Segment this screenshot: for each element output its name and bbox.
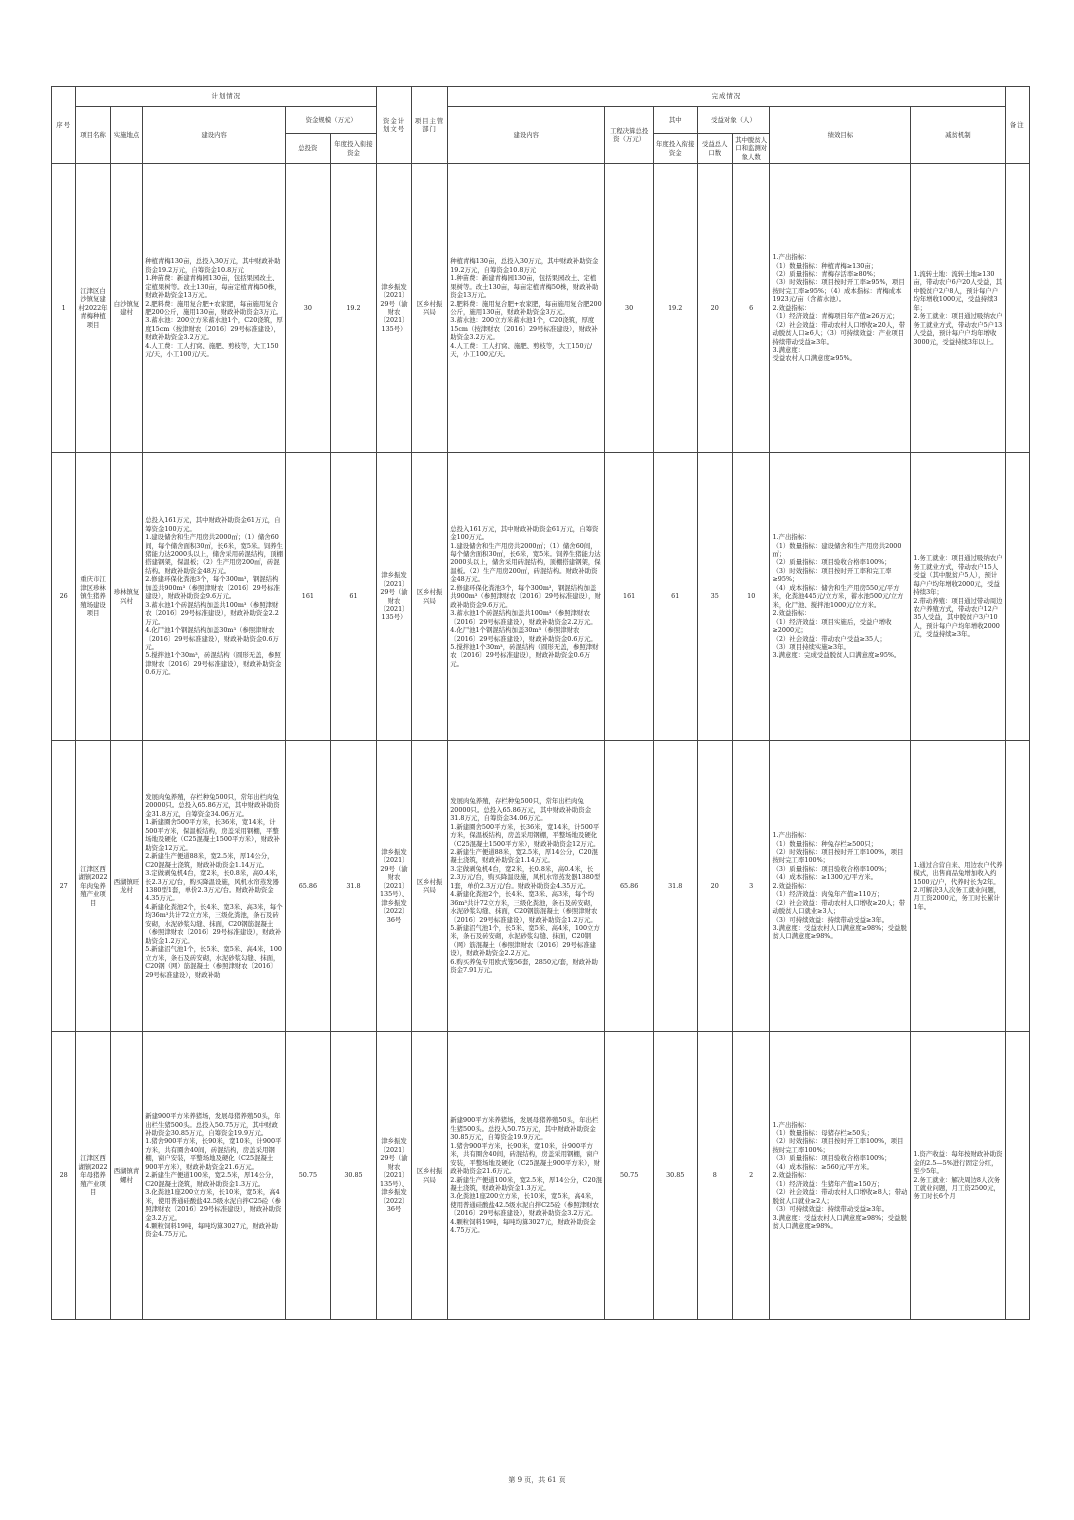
header-remark: 备注 [1005,87,1029,164]
header-goal: 绩效目标 [770,107,911,164]
header-beneficiaries: 受益对象（人） [697,107,770,134]
row-total-invest: 65.86 [286,741,331,1032]
row-annual-fund: 19.2 [330,164,377,453]
row-seq: 28 [52,1032,76,1320]
row-content: 种植青梅130亩，总投入30万元，其中财政补助资金19.2万元，自筹资金10.8万元 1.种苗费：新建青梅园130亩，包括果园改土、定植果树等。改土130亩，每亩定植青梅50株，财政补助资金13万元。 2.肥料费：施用复合肥+农家肥，每亩施用复合肥200公斤，施用130亩，财政补助资金3万元。 3.蓄水池：200立方米蓄水池1个，C20浇筑，厚度15cm（按津财农〔2016〕29号标准建设），财政补助资金3.2万元。 4.人工费：工人打窝、施肥、剪枝等，大工150元/天，小工100元/天。 [143,164,286,453]
row-content-done: 发展肉兔养殖，存栏种兔500只，常年出栏肉兔20000只。总投入65.86万元，其中财政补助资金31.8万元，自筹资金34.06万元。 1.新建圈舍500平方米，长36米，宽14米，计500平方米，保温板结构，房盖采用钢棚，平整场地及硬化（C25混凝土1500平方米），财政补助资金12万元。 2.新建生产便道88米，宽2.5米，厚14公分，C20混凝土浇筑，财政补助资金1.14万元。 3.定做剥兔机4台，宽2米，长0.8米，高0.4米，长2.3万元/台，购买降温设施，风机水帘蒸发器1380型1套，单价2.3万元/台。财政补助资金4.35万元。 4.新建化粪池2个，长4米、宽3米、高3米，每个均36m³共计72立方米，三级化粪池，条石及砖安砌，水泥砂浆勾缝、抹面，C20钢筋混凝土（参照津财农〔2016〕29号标准建设），财政补助资金1.2万元。 5.新建沼气池1个，长5米、宽5米、高4米，100立方米，条石及砖安砌，水泥砂浆勾缝、抹面，C20钢（网）筋混凝土（参照津财农〔2016〕29号标准建设），财政补助资金2.2万元。 6.购买养兔专用欧式笼56套，2850元/套，财政补助资金7.91万元。 [448,741,605,1032]
row-annual-fund-done: 30.85 [653,1032,697,1320]
row-content: 新建900平方米养猪场，发展母猪养殖50头，年出栏生猪500头。总投入50.75万元，其中财政补助资金30.85万元，自筹资金19.9万元。 1.猪舍900平方米，长90米，宽10米，计900平方米，共有圈舍40间，砖混结构，房盖采用钢棚，窗户安装，平整场地及硬化（C25混凝土900平方米），财政补助资金21.6万元。 2.新建生产便道100米，宽2.5米，厚14公分，C20混凝土浇筑，财政补助资金1.3万元。 3.化粪池1座200立方米，长10米，宽5米，高4米，使用普通硅酸盐42.5级水泥自拌C25砼（参照津财农〔2016〕29号标准建设），财政补助资金3.2万元。 4.颗粒饲料19吨，每吨均算3027元，财政补助资金4.75万元。 [143,1032,286,1320]
row-remark [1005,164,1029,453]
row-content-done: 新建900平方米养猪场，发展母猪养殖50头，年出栏生猪500头。总投入50.75万元，其中财政补助资金30.85万元，自筹资金19.9万元。 1.猪舍900平方米，长90米，宽10米，计900平方米，共有圈舍40间，砖混结构，房盖采用钢棚，窗户安装，平整场地及硬化（C25混凝土900平方米），财政补助资金21.6万元。 2.新建生产便道100米，宽2.5米，厚14公分，C20混凝土浇筑，财政补助资金1.3万元。 3.化粪池1座200立方米，长10米，宽5米，高4米，使用普通硅酸盐42.5级水泥自拌C25砼（参照津财农〔2016〕29号标准建设），财政补助资金3.2万元。 4.颗粒饲料19吨，每吨均算3027元，财政补助资金4.75万元。 [448,1032,605,1320]
row-fund-plan-doc: 津乡振发〔2021〕29号（渝财农〔2021〕135号）、津乡振发〔2022〕36号 [377,741,411,1032]
header-location: 实施地点 [110,107,142,164]
header-ben-poor: 其中脱贫人口和监测对象人数 [732,134,769,164]
row-fund-plan-doc: 津乡振发〔2021〕29号（渝财农〔2021〕135号） [377,453,411,741]
row-content-done: 种植青梅130亩，总投入30万元，其中财政补助资金19.2万元，自筹资金10.8万元 1.种苗费：新建青梅园130亩，包括果园改土、定植果树等。改土130亩，每亩定植青梅50株，财政补助资金13万元。 2.肥料费：施用复合肥+农家肥，每亩施用复合肥200公斤，施用130亩，财政补助资金3万元。 3.蓄水池：200立方米蓄水池1个，C20浇筑，厚度15cm（按津财农〔2016〕29号标准建设），财政补助资金3.2万元。 4.人工费：工人打窝、施肥、剪枝等，大工150元/天，小工100元/天。 [448,164,605,453]
header-total-invest: 总投资 [286,134,331,164]
row-settle-total: 65.86 [605,741,654,1032]
row-content: 发展肉兔养殖，存栏种兔500只，常年出栏肉兔20000只。总投入65.86万元，其中财政补助资金31.8万元，自筹资金34.06万元。 1.新建圈舍500平方米，长36米，宽14米，计500平方米，保温板结构，房盖采用钢棚，平整场地及硬化（C25混凝土1500平方米），财政补助资金12万元。 2.新建生产便道88米，宽2.5米，厚14公分，C20混凝土浇筑，财政补助资金1.14万元。 3.定做剥兔机4台，宽2米，长0.8米，高0.4米，长2.3万元/台，购买降温设施，风机水帘蒸发器1380型1套，单价2.3万元/台。财政补助资金4.35万元。 4.新建化粪池2个，长4米、宽3米、高3米，每个均36m³共计72立方米，三级化粪池，条石及砖安砌，水泥砂浆勾缝、抹面，C20钢筋混凝土（参照津财农〔2016〕29号标准建设），财政补助资金1.2万元。 5.新建沼气池1个，长5米、宽5米、高4米，100立方米，条石及砖安砌，水泥砂浆勾缝、抹面，C20钢（网）筋混凝土（参照津财农〔2016〕29号标准建设），财政补助 [143,741,286,1032]
header-fund-plan-doc: 资金计划文号 [377,87,411,164]
row-ben-total: 20 [697,164,732,453]
header-settle-total: 工程决算总投资（万元） [605,107,654,164]
row-goal: 1.产出指标： （1）数量指标：建设储舍和生产用房共2000㎡； （2）质量指标：项目验收合格率100%； （3）时效指标：项目按时开工率和完工率≥95%； （4）成本指标：储舍和生产用房550元/平方米，化粪池445元/立方米，蓄水池500元/立方米，化尸池、搅拌池1000元/立方米。 2.效益指标： （1）经济效益：项目实施后，受益户增收≥2000元； （2）社会效益：带动农户受益≥35人； （3）项目持续实施≥3年。 3.满意度：完成受益脱贫人口满意度≥95%。 [770,453,911,741]
row-remark [1005,453,1029,741]
row-ben-poor: 2 [732,1032,769,1320]
row-location: 白沙镇复建村 [110,164,142,453]
header-content-done: 建设内容 [448,107,605,164]
row-content: 总投入161万元，其中财政补助资金61万元，自筹资金100万元。 1.建设储舍和生产用房共2000㎡；（1）储舍60间，每个储舍面积30㎡，长6米，宽5米。饲养生猪能力达2000头以上，储舍采用砖混结构，顶棚搭建钢架，保温板；（2）生产用房200㎡，砖混结构。财政补助资金48万元。 2.修建环保化粪池3个，每个300m³，钢混结构加盖共900m³（参照津财农〔2016〕29号标准建设），财政补助资金9.6万元。 3.蓄水池1个砖混结构加盖共100m³（参照津财农〔2016〕29号标准建设），财政补助资金2.2万元。 4.化尸池1个钢混结构加盖30m³（参照津财农〔2016〕29号标准建设），财政补助资金0.6万元。 5.搅拌池1个30m³，砖混结构（圆形无盖，参照津财农〔2016〕29号标准建设），财政补助资金0.6万元。 [143,453,286,741]
row-settle-total: 161 [605,453,654,741]
row-annual-fund-done: 31.8 [653,741,697,1032]
row-total-invest: 161 [286,453,331,741]
row-location: 珍林镇复兴村 [110,453,142,741]
row-fund-plan-doc: 津乡振发〔2021〕29号（渝财农〔2021〕135号）、津乡振发〔2022〕36号 [377,1032,411,1320]
table-row [52,741,1030,1032]
row-project-name: 江津区西湖镇2022年母猪养殖产业项目 [76,1032,110,1320]
header-done: 完成情况 [448,87,1005,107]
row-remark [1005,1032,1029,1320]
table-row [52,164,1030,453]
row-dept: 区乡村振兴局 [411,1032,447,1320]
row-settle-total: 50.75 [605,1032,654,1320]
row-seq: 27 [52,741,76,1032]
header-seq: 序号 [52,87,76,164]
table-row [52,453,1030,741]
row-project-name: 重庆市江津区珍林镇生猪养殖场建设项目 [76,453,110,741]
row-dept: 区乡村振兴局 [411,741,447,1032]
row-ben-total: 8 [697,1032,732,1320]
row-annual-fund-done: 19.2 [653,164,697,453]
header-annual-fund-done: 年度投入衔接资金 [653,134,697,164]
row-annual-fund: 30.85 [330,1032,377,1320]
row-ben-total: 20 [697,741,732,1032]
row-settle-total: 30 [605,164,654,453]
header-fund-scale: 资金规模（万元） [286,107,377,134]
row-seq: 26 [52,453,76,741]
row-mechanism: 1.资产收益：每年按财政补助资金的2.5—5%进行固定分红，至少5年。 2.务工就业：解决周边8人次务工就业问题，月工资2500元，务工时长6个月 [911,1032,1005,1320]
row-ben-total: 35 [697,453,732,741]
row-project-name: 江津区西湖镇2022年肉兔养殖产业项目 [76,741,110,1032]
row-ben-poor: 3 [732,741,769,1032]
project-table-sheet [51,86,1030,1320]
row-goal: 1.产出指标： （1）数量指标：种植青梅≥130亩； （2）质量指标：青梅存活率≥80%； （3）时效指标：项目按时开工率≥95%，项目按时完工率≥95%；（4）成本指标：青梅成本1923元/亩（含蓄水池）。 2.效益指标： （1）经济效益：青梅项目年产值≥26万元；（2）社会效益：带动农村人口增收≥20人，带动脱贫人口≥6人；（3）可持续效益：产业项目持续带动受益≥3年。 3.满意度： 受益农村人口满意度≥95%。 [770,164,911,453]
row-goal: 1.产出指标： （1）数量指标：母猪存栏≥50头； （2）时效指标：项目按时开工率100%，项目按时完工率100%； （3）质量指标：项目验收合格率100%； （4）成本指标：≥560元/平方米。 2.效益指标： （1）经济效益：生猪年产值≥150万； （2）社会效益：带动农村人口增收≥8人；带动脱贫人口就业≥2人； （3）可持续效益：持续带动受益≥3年。 3.满意度：受益农村人口满意度≥98%；受益脱贫人口满意度≥98%。 [770,1032,911,1320]
header-content: 建设内容 [143,107,286,164]
header-of-which: 其中 [653,107,697,134]
row-location: 西湖镇旺龙村 [110,741,142,1032]
row-goal: 1.产出指标： （1）数量指标：种兔存栏≥500只； （2）时效指标：项目按时开工率100%，项目按时完工率100%； （3）质量指标：项目验收合格率100%； （4）成本指标：≥1300元/平方米。 2.效益指标： （1）经济效益：肉兔年产值≥110万； （2）社会效益：带动农村人口增收≥20人；带动脱贫人口就业≥3人； （3）可持续效益：持续带动受益≥3年。 3.满意度：受益农村人口满意度≥98%；受益脱贫人口满意度≥98%。 [770,741,911,1032]
row-dept: 区乡村振兴局 [411,453,447,741]
row-annual-fund-done: 61 [653,453,697,741]
header-mechanism: 减贫机制 [911,107,1005,164]
header-project-name: 项目名称 [76,107,110,164]
row-annual-fund: 61 [330,453,377,741]
row-annual-fund: 31.8 [330,741,377,1032]
header-ben-total: 受益总人口数 [697,134,732,164]
table-row [52,1032,1030,1320]
row-remark [1005,741,1029,1032]
project-table [51,86,1030,1320]
page-number: 第 9 页，共 61 页 [508,1476,566,1484]
row-total-invest: 50.75 [286,1032,331,1320]
row-location: 西湖镇青螺村 [110,1032,142,1320]
row-fund-plan-doc: 津乡振发〔2021〕29号（渝财农〔2021〕135号） [377,164,411,453]
row-total-invest: 30 [286,164,331,453]
header-plan: 计划情况 [76,87,377,107]
row-content-done: 总投入161万元，其中财政补助资金61万元，自筹资金100万元。 1.建设储舍和生产用房共2000㎡；（1）储舍60间，每个储舍面积30㎡，长6米，宽5米。饲养生猪能力达2000头以上，储舍采用砖混结构，顶棚搭建钢架，保温板。（2）生产用房200㎡，砖混结构。财政补助资金48万元。 2.修建环保化粪池3个，每个300m³，钢混结构加盖共900m³（参照津财农〔2016〕29号标准建设），财政补助资金9.6万元。 3.蓄水池1个砖混结构加盖共100m³（参照津财农〔2016〕29号标准建设），财政补助资金2.2万元。 4.化尸池1个钢混结构加盖30m³（参照津财农〔2016〕29号标准建设），财政补助资金0.6万元。 5.搅拌池1个30m³，砖混结构（圆形无盖，参照津财农〔2016〕29号标准建设），财政补助资金0.6万元。 [448,453,605,741]
row-mechanism: 1.务工就业：项目通过吸纳农户务工就业方式，带动农户15人受益（其中脱贫户5人），预计每户户均年增收2000元，受益持续3年； 2.带动养殖：项目通过带动周边农户养殖方式，带动农户12户35人受益，其中脱贫户3户10人，预计每户户均年增收2000元，受益持续≥3年。 [911,453,1005,741]
row-ben-poor: 10 [732,453,769,741]
header-annual-fund: 年度投入衔接资金 [330,134,377,164]
row-ben-poor: 6 [732,164,769,453]
row-dept: 区乡村振兴局 [411,164,447,453]
row-mechanism: 1.通过合营自来、用边农户代养模式，出售商品兔增加收入约1500元/户，代养时长为2年。 2.可解决3人次务工就业问题，月工资2000元，务工时长累计1年。 [911,741,1005,1032]
row-seq: 1 [52,164,76,453]
header-dept: 项目主管部门 [411,87,447,164]
row-mechanism: 1.流转土地：流转土地≥130亩，带动农户6户20人受益，其中脱贫户2户8人，预计每户户均年增收1000元，受益持续3年； 2.务工就业：项目通过吸纳农户务工就业方式，带动农户5户13人受益，预计每户户均年增收3000元，受益持续3年以上。 [911,164,1005,453]
row-project-name: 江津区白沙镇复建村2022年青梅种植项目 [76,164,110,453]
